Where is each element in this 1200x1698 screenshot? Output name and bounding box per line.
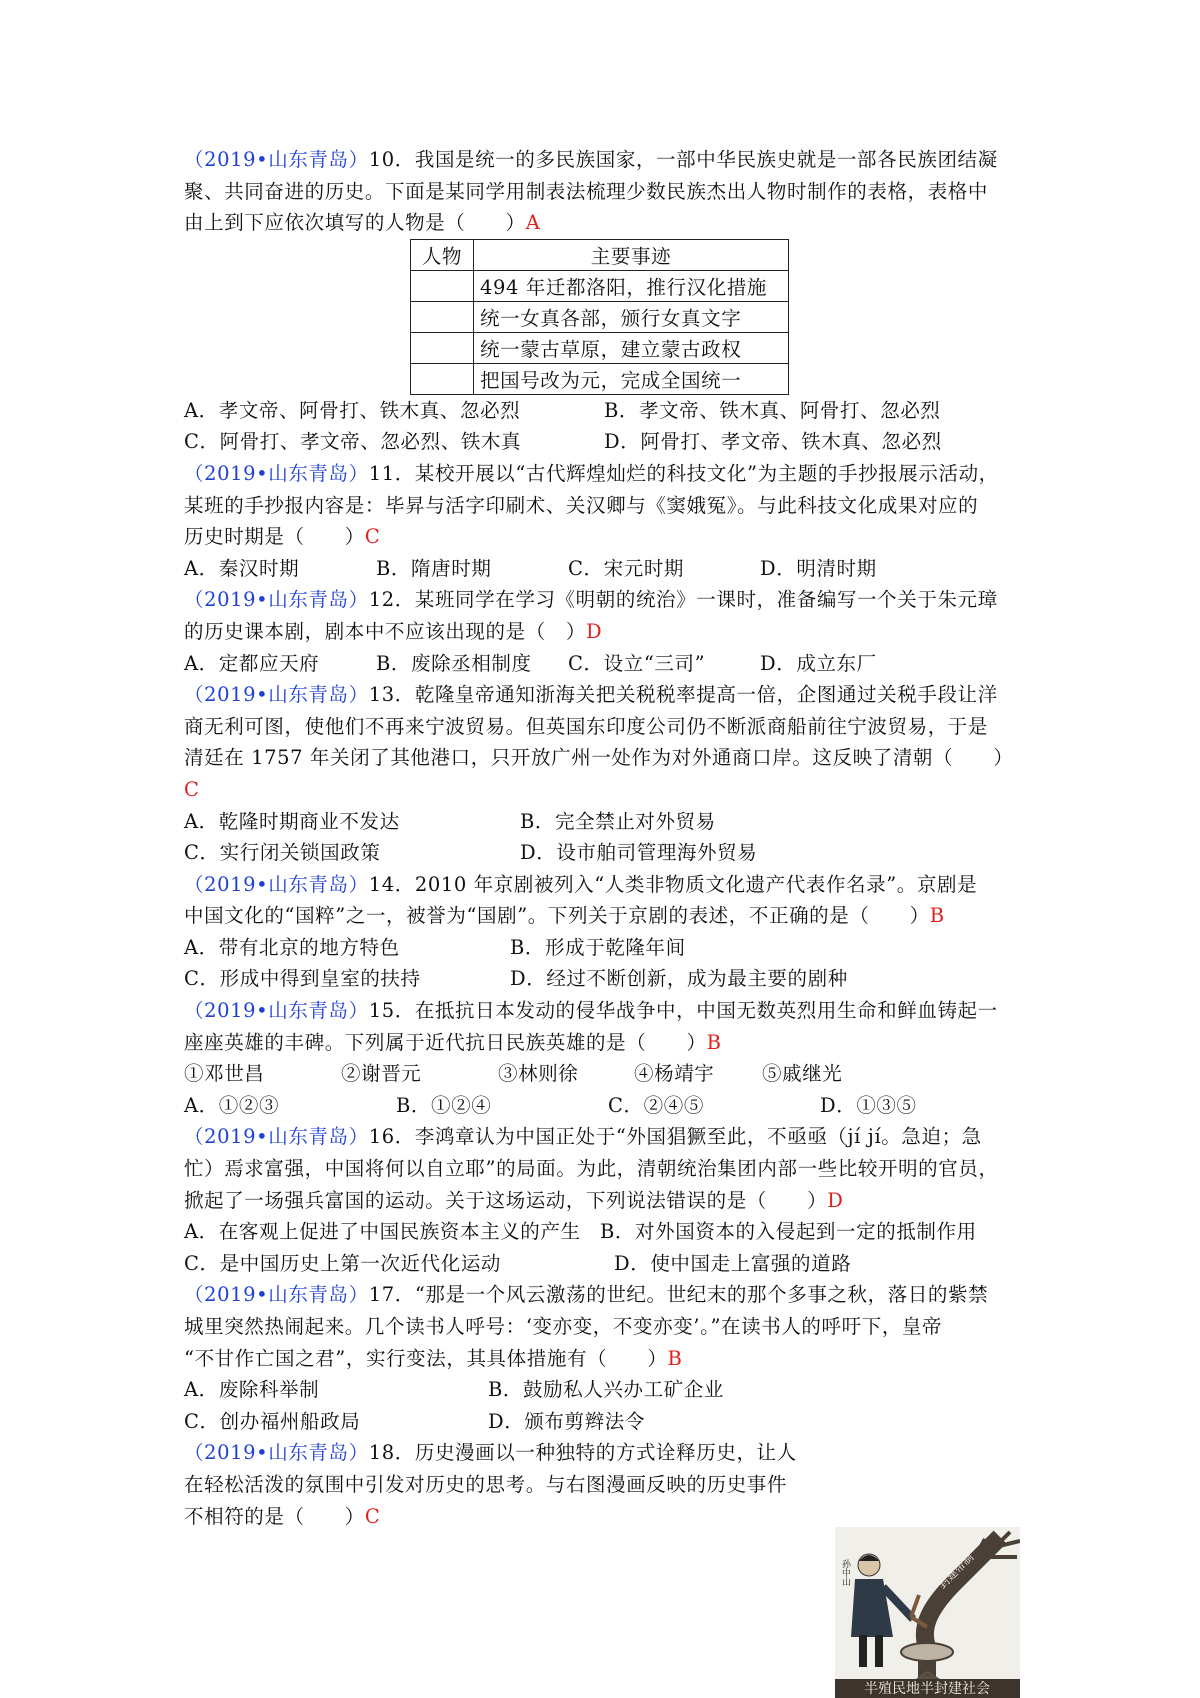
- figures-table: [410, 239, 789, 395]
- table-row: [411, 270, 789, 301]
- list-item: ⑤戚继光: [762, 1062, 843, 1086]
- cartoon-caption: 半殖民地半封建社会: [864, 1681, 990, 1697]
- trunk-label: 封建帝制: [935, 1550, 977, 1592]
- option: A．在客观上促进了中国民族资本主义的产生: [184, 1220, 581, 1244]
- option: A．带有北京的地方特色: [184, 935, 400, 959]
- question-line: （2019•山东青岛）10．我国是统一的多民族国家，一部中华民族史就是一部各民族团结凝: [184, 148, 998, 171]
- table-header-cell: 人物: [411, 239, 474, 270]
- options-row: [184, 837, 1024, 869]
- question-line: 忙）焉求富强，中国将何以自立耶”的局面。为此，清朝统治集团内部一些比较开明的官员，: [184, 1157, 999, 1181]
- question-16: [184, 1121, 1024, 1279]
- question-line: 在轻松活泼的氛围中引发对历史的思考。与右图漫画反映的历史事件: [184, 1472, 788, 1496]
- question-line: [184, 774, 1024, 806]
- question-line: （2019•山东青岛）14．2010 年京剧被列入“人类非物质文化遗产代表作名录”。京剧是: [184, 872, 978, 896]
- options-row: [184, 395, 1024, 427]
- question-source: （2019•山东青岛）: [184, 148, 369, 171]
- answer-mark: A: [525, 211, 541, 235]
- list-item: ④杨靖宇: [634, 1062, 715, 1086]
- option: B．隋唐时期: [376, 556, 492, 580]
- question-line: （2019•山东青岛）15．在抵抗日本发动的侵华战争中，中国无数英烈用生命和鲜血铸起一: [184, 999, 998, 1023]
- question-source: （2019•山东青岛）: [184, 461, 369, 485]
- answer-mark: C: [364, 525, 381, 549]
- option: C．是中国历史上第一次近代化运动: [184, 1251, 502, 1275]
- option: D．成立东厂: [760, 651, 877, 675]
- question-line: 城里突然热闹起来。几个读书人呼号：‘变亦变，不变亦变’。”在读书人的呼吁下，皇帝: [184, 1315, 943, 1338]
- options-row: [184, 648, 1024, 680]
- document-page: [184, 144, 1024, 1532]
- table-cell: 统一女真各部，颁行女真文字: [474, 301, 789, 332]
- question-12: [184, 584, 1024, 679]
- question-line: 掀起了一场强兵富国的运动。关于这场运动，下列说法错误的是（ ）D: [184, 1188, 844, 1212]
- option: A．①②③: [184, 1093, 280, 1117]
- table-cell: [411, 332, 474, 363]
- answer-mark: D: [827, 1188, 844, 1212]
- option: B．鼓励私人兴办工矿企业: [488, 1378, 725, 1402]
- question-14: [184, 869, 1024, 995]
- option: D．使中国走上富强的道路: [614, 1251, 852, 1275]
- question-15: [184, 995, 1024, 1121]
- question-line: （2019•山东青岛）17．“那是一个风云激荡的世纪。世纪末的那个多事之秋，落日的紫禁: [184, 1283, 989, 1307]
- table-cell: [411, 301, 474, 332]
- options-row: [184, 426, 1024, 458]
- table-cell: 把国号改为元，完成全国统一: [474, 363, 789, 394]
- answer-mark: C: [364, 1504, 381, 1528]
- option: D．阿骨打、孝文帝、铁木真、忽必烈: [604, 430, 942, 454]
- question-source: （2019•山东青岛）: [184, 999, 369, 1023]
- option: B．形成于乾隆年间: [510, 935, 686, 959]
- question-line: （2019•山东青岛）16．李鸿章认为中国正处于“外国猖獗至此，不亟亟（jí jí。急迫；急: [184, 1125, 982, 1149]
- options-row: [184, 553, 1024, 585]
- table-row: [411, 301, 789, 332]
- question-line: 由上到下应依次填写的人物是（ ）A: [184, 211, 541, 235]
- options-row: [184, 1090, 1024, 1122]
- items-row: [184, 1058, 1024, 1090]
- option: D．经过不断创新，成为最主要的剧种: [510, 967, 848, 991]
- table-cell: [411, 363, 474, 394]
- option: D．明清时期: [760, 556, 877, 580]
- option: D．设市舶司管理海外贸易: [520, 841, 758, 865]
- question-17: [184, 1279, 1024, 1437]
- table-row: [411, 363, 789, 394]
- options-row: [184, 963, 1024, 995]
- answer-mark: C: [184, 777, 200, 801]
- answer-mark: D: [586, 619, 603, 643]
- table-cell: [411, 270, 474, 301]
- options-row: [184, 932, 1024, 964]
- list-item: ②谢晋元: [341, 1062, 422, 1086]
- question-line: 商无利可图，使他们不再来宁波贸易。但英国东印度公司仍不断派商船前往宁波贸易，于是: [184, 714, 989, 738]
- option: D．①③⑤: [820, 1093, 917, 1117]
- figure-label: 孙中山: [840, 1559, 850, 1586]
- question-line: （2019•山东青岛）12．某班同学在学习《明朝的统治》一课时，准备编写一个关于朱元璋: [184, 588, 998, 612]
- table-header-cell: 主要事迹: [474, 239, 789, 270]
- question-line: 聚、共同奋进的历史。下面是某同学用制表法梳理少数民族杰出人物时制作的表格，表格中: [184, 179, 989, 203]
- question-source: （2019•山东青岛）: [184, 872, 369, 896]
- answer-mark: B: [929, 904, 945, 928]
- list-item: ①邓世昌: [184, 1062, 265, 1086]
- option: C．创办福州船政局: [184, 1409, 361, 1433]
- table-cell: 统一蒙古草原，建立蒙古政权: [474, 332, 789, 363]
- question-11: [184, 458, 1024, 584]
- option: A．废除科举制: [184, 1378, 320, 1402]
- question-source: （2019•山东青岛）: [184, 1441, 369, 1465]
- option: C．设立“三司”: [568, 651, 706, 675]
- question-line: （2019•山东青岛）11．某校开展以“古代辉煌灿烂的科技文化”为主题的手抄报展示活动，: [184, 461, 999, 485]
- options-row: [184, 806, 1024, 838]
- option: C．宋元时期: [568, 556, 685, 580]
- option: D．颁布剪辫法令: [488, 1409, 645, 1433]
- options-row: [184, 1406, 1024, 1438]
- question-line: 中国文化的“国粹”之一，被誉为“国剧”。下列关于京剧的表述，不正确的是（ ）B: [184, 904, 945, 928]
- question-line: 清廷在 1757 年关闭了其他港口，只开放广州一处作为对外通商口岸。这反映了清朝（ ）: [184, 746, 1014, 770]
- options-row: [184, 1216, 1024, 1248]
- question-line: 某班的手抄报内容是：毕昇与活字印刷术、关汉卿与《窦娥冤》。与此科技文化成果对应的: [184, 493, 979, 517]
- options-row: [184, 1248, 1024, 1280]
- question-line: 的历史课本剧，剧本中不应该出现的是（ ）D: [184, 619, 603, 643]
- question-line: （2019•山东青岛）18．历史漫画以一种独特的方式诠释历史，让人: [184, 1441, 797, 1465]
- option: C．形成中得到皇室的扶持: [184, 967, 421, 991]
- option: A．乾隆时期商业不发达: [184, 809, 400, 833]
- list-item: ③林则徐: [498, 1062, 579, 1086]
- option: B．①②④: [396, 1093, 492, 1117]
- option: A．孝文帝、阿骨打、铁木真、忽必烈: [184, 398, 521, 422]
- options-row: [184, 1374, 1024, 1406]
- option: A．秦汉时期: [184, 556, 300, 580]
- option: C．②④⑤: [608, 1093, 704, 1117]
- option: B．孝文帝、铁木真、阿骨打、忽必烈: [604, 398, 941, 422]
- question-source: （2019•山东青岛）: [184, 1283, 369, 1307]
- option: B．废除丞相制度: [376, 651, 532, 675]
- question-13: [184, 679, 1024, 869]
- question-10: [184, 144, 1024, 458]
- table-row: [411, 332, 789, 363]
- question-source: （2019•山东青岛）: [184, 1125, 369, 1149]
- option: C．阿骨打、孝文帝、忽必烈、铁木真: [184, 430, 522, 454]
- option: C．实行闭关锁国政策: [184, 841, 381, 865]
- history-cartoon: [835, 1527, 1020, 1698]
- answer-mark: B: [706, 1030, 722, 1054]
- question-line: 座座英雄的丰碑。下列属于近代抗日民族英雄的是（ ）B: [184, 1030, 722, 1054]
- option: B．对外国资本的入侵起到一定的抵制作用: [600, 1220, 977, 1244]
- question-line: “不甘作亡国之君”，实行变法，其具体措施有（ ）B: [184, 1346, 683, 1370]
- option: A．定都应天府: [184, 651, 320, 675]
- question-line: 不相符的是（ ）C: [184, 1504, 381, 1528]
- answer-mark: B: [667, 1346, 683, 1370]
- question-source: （2019•山东青岛）: [184, 588, 369, 612]
- question-source: （2019•山东青岛）: [184, 683, 369, 707]
- table-header-row: [411, 239, 789, 270]
- table-cell: 494 年迁都洛阳，推行汉化措施: [474, 270, 789, 301]
- question-18: [184, 1437, 1024, 1532]
- option: B．完全禁止对外贸易: [520, 809, 716, 833]
- question-line: （2019•山东青岛）13．乾隆皇帝通知浙海关把关税税率提高一倍，企图通过关税手段让洋: [184, 683, 998, 707]
- question-line: 历史时期是（ ）C: [184, 525, 381, 549]
